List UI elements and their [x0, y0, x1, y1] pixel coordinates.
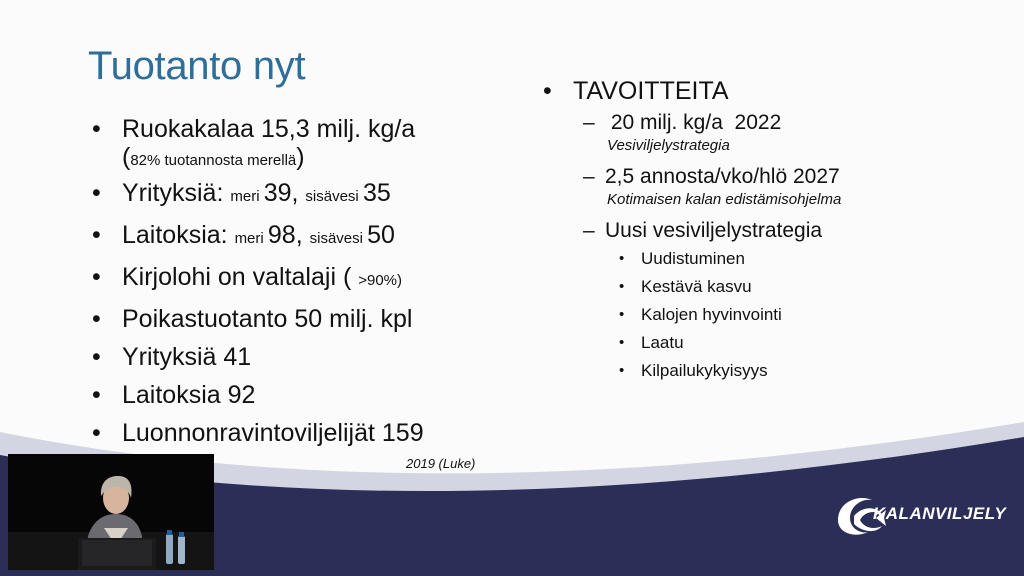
bullet-text: Laitoksia 92 [122, 381, 256, 409]
bullet-icon: • [92, 115, 101, 143]
bullet-text: Laitoksia: [122, 221, 235, 249]
bullet-icon: • [92, 419, 101, 447]
goal-item [543, 162, 1003, 191]
goals-section [543, 74, 1003, 385]
bullet-text: >90%) [358, 272, 402, 289]
bullet-icon: • [619, 334, 625, 351]
strategy-sub-text: Kalojen hyvinvointi [641, 305, 782, 324]
bullet-text: sisävesi [305, 188, 363, 205]
bullet-text: sisävesi [309, 230, 368, 247]
bullet-text: Yrityksiä: [122, 179, 231, 207]
goal-source: Kotimaisen kalan edistämisohjelma [607, 191, 842, 208]
dash-icon: – [583, 165, 595, 188]
source-note: 2019 (Luke) [406, 456, 476, 471]
strategy-sub-item [543, 329, 1003, 357]
goal-source: Vesiviljelystrategia [607, 137, 730, 154]
bullet-continuation [92, 144, 532, 174]
strategy-sub-item [543, 273, 1003, 301]
bullet-item [92, 110, 532, 148]
bullet-item [92, 414, 532, 452]
bullet-icon: • [92, 343, 101, 371]
bullet-icon: • [92, 305, 101, 333]
bullet-item [92, 216, 532, 258]
bullet-text: ( [122, 143, 131, 171]
bullet-text: Luonnonravintoviljelijät 159 [122, 419, 424, 447]
production-bullet-list [92, 110, 532, 452]
strategy-sub-text: Kilpailukykyisyys [641, 361, 768, 380]
strategy-sub-text: Uudistuminen [641, 249, 745, 268]
bullet-text: 82% tuotannosta merellä [130, 152, 297, 169]
bullet-icon: • [619, 278, 625, 295]
bullet-text: ) [296, 143, 305, 171]
bullet-text: 35 [362, 179, 391, 207]
bullet-text: Poikastuotanto 50 milj. kpl [122, 305, 413, 333]
bullet-text: 39, [263, 179, 306, 207]
strategy-sub-text: Laatu [641, 333, 684, 352]
bullet-text: 98, [267, 221, 310, 249]
bullet-icon: • [92, 221, 101, 249]
goal-text: Uusi vesiviljelystrategia [605, 219, 823, 242]
bullet-icon: • [543, 77, 552, 105]
bullet-icon: • [92, 179, 101, 207]
speaker-video-picture [8, 454, 214, 570]
speaker-video [8, 454, 214, 570]
bullet-text: meri [230, 188, 264, 205]
bullet-item [92, 174, 532, 216]
goals-heading [543, 74, 1003, 108]
goals-list [543, 108, 1003, 245]
bullet-text: Ruokakalaa 15,3 milj. kg/a [122, 115, 416, 143]
bullet-text: Kirjolohi on valtalaji ( [122, 263, 359, 291]
strategy-sub-list [543, 245, 1003, 385]
goal-text: 20 milj. kg/a 2022 [605, 111, 782, 134]
bullet-item [92, 338, 532, 376]
bullet-icon: • [619, 306, 625, 323]
bullet-item [92, 376, 532, 414]
bullet-icon: • [619, 250, 625, 267]
dash-icon: – [583, 219, 595, 242]
goal-text: 2,5 annosta/vko/hlö 2027 [605, 165, 840, 188]
goals-heading-text: TAVOITTEITA [573, 77, 729, 105]
strategy-sub-text: Kestävä kasvu [641, 277, 752, 296]
goal-item [543, 216, 1003, 245]
logo-text: KALANVILJELY [873, 504, 1007, 523]
bullet-item [92, 258, 532, 300]
slide-title: Tuotanto nyt [88, 44, 306, 88]
bullet-item [92, 300, 532, 338]
strategy-sub-item [543, 301, 1003, 329]
bullet-text: meri [234, 230, 268, 247]
strategy-sub-item [543, 357, 1003, 385]
bullet-icon: • [92, 263, 101, 291]
bullet-icon: • [92, 381, 101, 409]
strategy-sub-item [543, 245, 1003, 273]
dash-icon: – [583, 111, 595, 134]
bullet-icon: • [619, 362, 625, 379]
bullet-text: 50 [367, 221, 395, 249]
goal-item [543, 108, 1003, 137]
bullet-text: Yrityksiä 41 [122, 343, 252, 371]
